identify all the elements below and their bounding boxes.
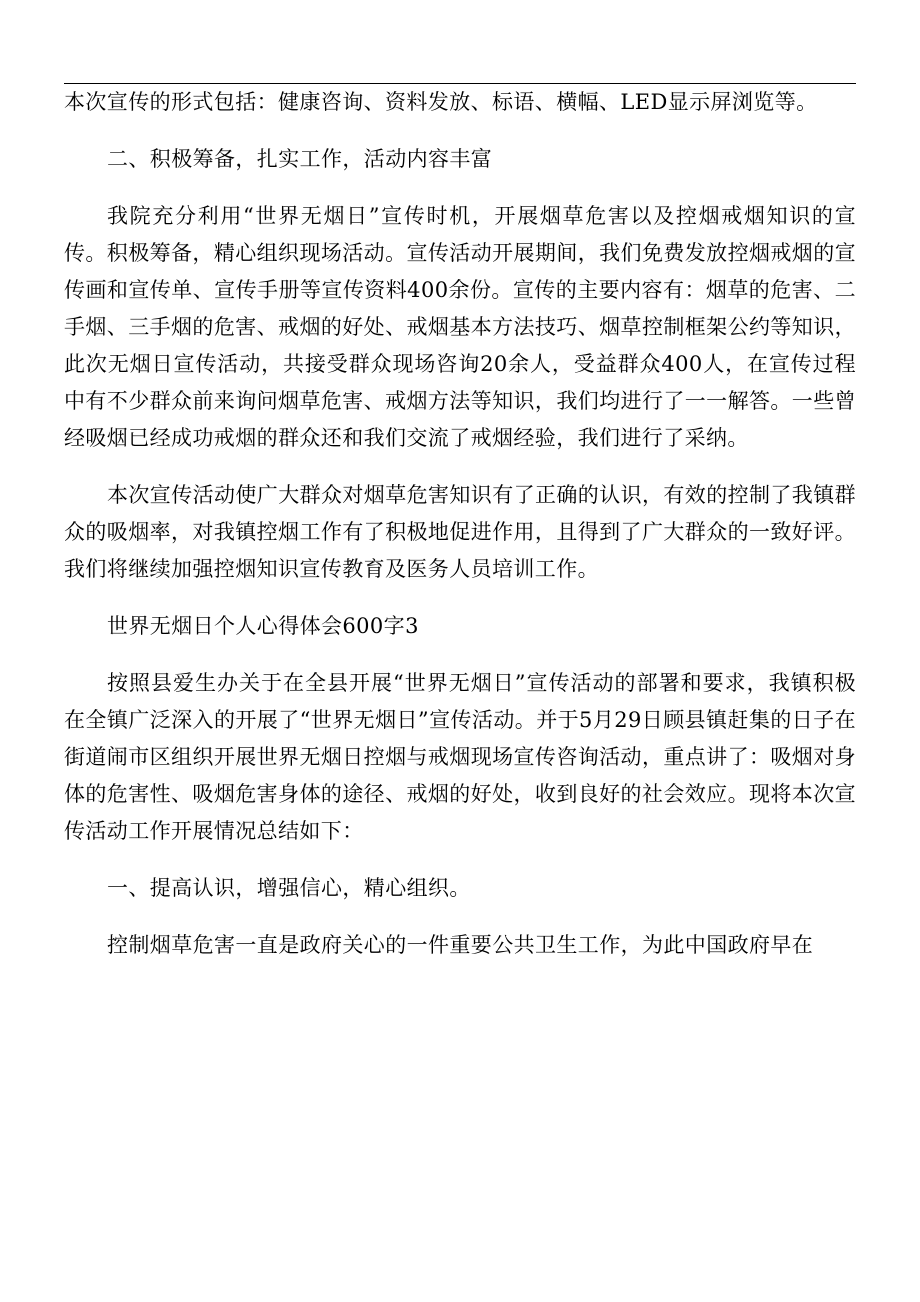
paragraph-activity-effect: 本次宣传活动使广大群众对烟草危害知识有了正确的认识，有效的控制了我镇群众的吸烟率，对我镇控烟工作有了积极地促进作用，且得到了广大群众的一致好评。我们将继续加强控烟知识宣传教育及医务人员培训工作。 bbox=[64, 483, 856, 581]
article-title-3: 世界无烟日个人心得体会600字3 bbox=[107, 614, 419, 638]
paragraph-promotion-forms: 本次宣传的形式包括：健康咨询、资料发放、标语、横幅、LED显示屏浏览等。 bbox=[64, 90, 818, 114]
paragraph-activity-details: 我院充分利用“世界无烟日”宣传时机，开展烟草危害以及控烟戒烟知识的宣传。积极筹备，精心组织现场活动。宣传活动开展期间，我们免费发放控烟戒烟的宣传画和宣传单、宣传手册等宣传资料400余份。宣传的主要内容有：烟草的危害、二手烟、三手烟的危害、戒烟的好处、戒烟基本方法技巧、烟草控制框架公约等知识，此次无烟日宣传活动，共接受群众现场咨询20余人，受益群众400人，在宣传过程中有不少群众前来询问烟草危害、戒烟方法等知识，我们均进行了一一解答。一些曾经吸烟已经成功戒烟的群众还和我们交流了戒烟经验，我们进行了采纳。 bbox=[64, 204, 856, 450]
paragraph-government-control: 控制烟草危害一直是政府关心的一件重要公共卫生工作，为此中国政府早在 bbox=[107, 933, 814, 957]
section-heading-awareness: 一、提高认识，增强信心，精心组织。 bbox=[107, 876, 471, 900]
paragraph-county-arrangement: 按照县爱生办关于在全县开展“世界无烟日”宣传活动的部署和要求，我镇积极在全镇广泛深入的开展了“世界无烟日”宣传活动。并于5月29日顾县镇赶集的日子在街道闹市区组织开展世界无烟日控烟与戒烟现场宣传咨询活动，重点讲了：吸烟对身体的危害性、吸烟危害身体的途径、戒烟的好处，收到良好的社会效应。现将本次宣传活动工作开展情况总结如下： bbox=[64, 671, 856, 843]
section-heading-preparation: 二、积极筹备，扎实工作，活动内容丰富 bbox=[107, 147, 493, 171]
document-body bbox=[64, 84, 856, 984]
